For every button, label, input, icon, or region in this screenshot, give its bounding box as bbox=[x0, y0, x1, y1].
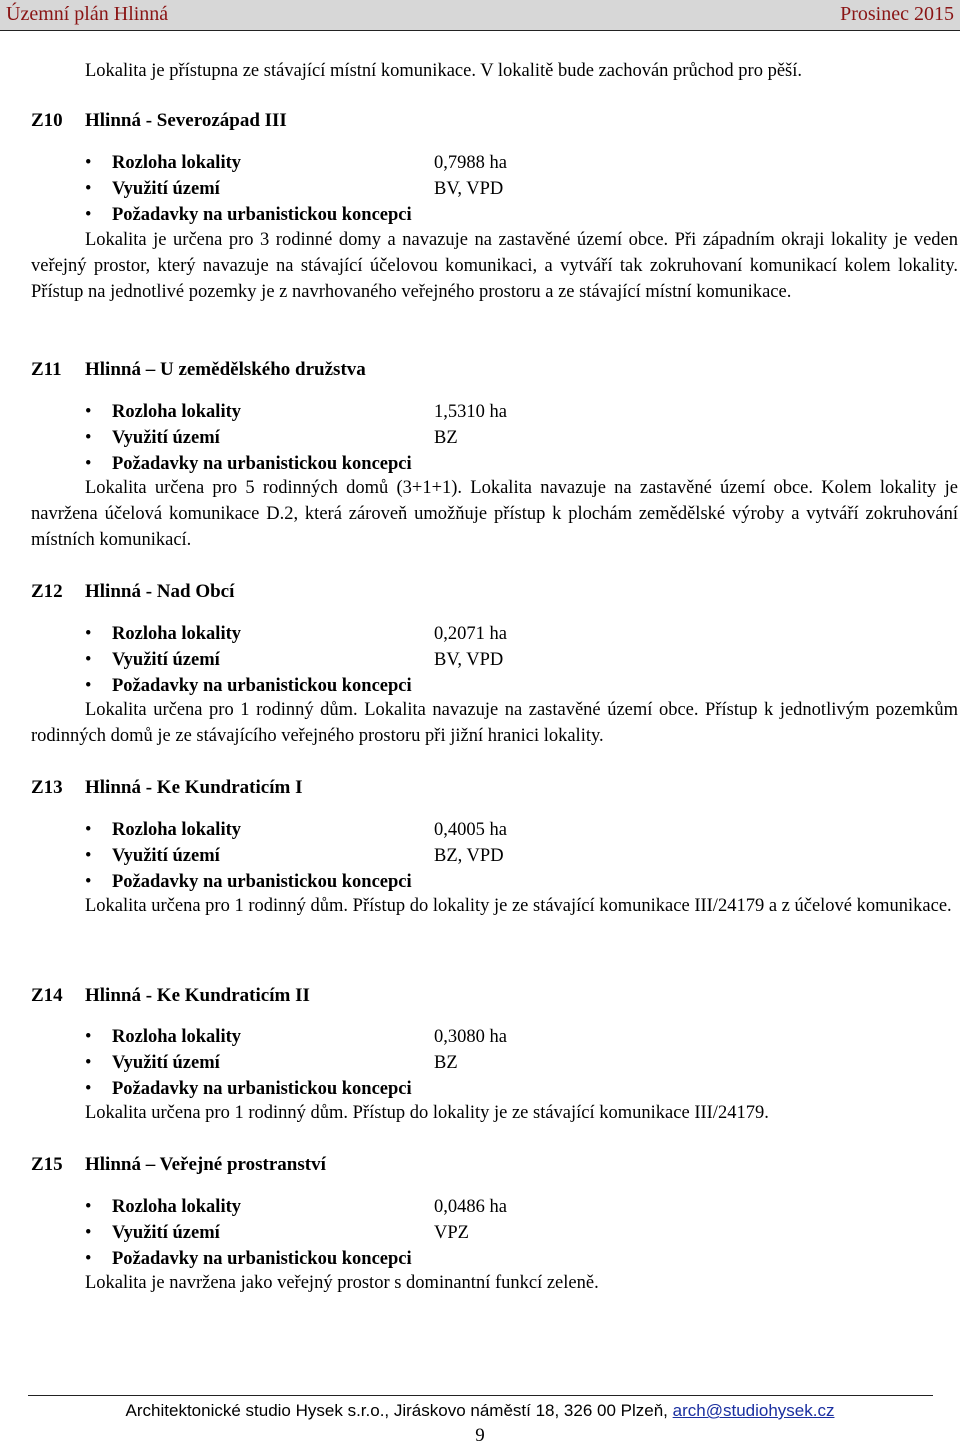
requirements-label: Požadavky na urbanistickou koncepci bbox=[112, 676, 412, 696]
requirements-label: Požadavky na urbanistickou koncepci bbox=[112, 1249, 412, 1269]
bullet: • bbox=[85, 454, 92, 474]
section-number: Z14 bbox=[31, 985, 63, 1006]
section-number: Z15 bbox=[31, 1154, 63, 1175]
section-text: Lokalita je určena pro 3 rodinné domy a navazuje na zastavěné území obce. Při západním okraji lokality je veden veřejný prostor, který navazuje na stávající účelovou komunikaci, a vytváří tak zokruhovaní komunikací kolem lokality. Přístup na jednotlivé pozemky je z navrhovaného veřejného prostoru a ze stávající místní komunikace. bbox=[31, 230, 958, 302]
use-value: BV, VPD bbox=[434, 179, 504, 199]
use-value: BZ, VPD bbox=[434, 846, 504, 866]
use-label: Využití území bbox=[112, 428, 220, 448]
page-header bbox=[0, 0, 960, 31]
area-label: Rozloha lokality bbox=[112, 820, 241, 840]
footer-divider bbox=[28, 1395, 933, 1396]
requirements-label: Požadavky na urbanistickou koncepci bbox=[112, 872, 412, 892]
bullet: • bbox=[85, 624, 92, 644]
requirements-label: Požadavky na urbanistickou koncepci bbox=[112, 205, 412, 225]
area-value: 0,7988 ha bbox=[434, 153, 507, 173]
bullet: • bbox=[85, 676, 92, 696]
requirements-label: Požadavky na urbanistickou koncepci bbox=[112, 1079, 412, 1099]
area-label: Rozloha lokality bbox=[112, 624, 241, 644]
area-label: Rozloha lokality bbox=[112, 402, 241, 422]
section-number: Z10 bbox=[31, 110, 63, 131]
section-text: Lokalita určena pro 1 rodinný dům. Přístup do lokality je ze stávající komunikace III/24179. bbox=[85, 1103, 769, 1123]
footer-address: Architektonické studio Hysek s.r.o., Jiráskovo náměstí 18, 326 00 Plzeň, bbox=[125, 1401, 673, 1420]
section-text: Lokalita určena pro 5 rodinných domů (3+1+1). Lokalita navazuje na zastavěné území obce. Kolem lokality je navržena účelová komunikace D.2, která zároveň umožňuje přístup k plochám zemědělské výroby a vytváří zokruhování místních komunikací. bbox=[31, 478, 958, 550]
bullet: • bbox=[85, 1027, 92, 1047]
area-value: 0,3080 ha bbox=[434, 1027, 507, 1047]
area-label: Rozloha lokality bbox=[112, 1027, 241, 1047]
area-label: Rozloha lokality bbox=[112, 153, 241, 173]
bullet: • bbox=[85, 1223, 92, 1243]
use-label: Využití území bbox=[112, 1053, 220, 1073]
area-value: 0,4005 ha bbox=[434, 820, 507, 840]
section-text: Lokalita určena pro 1 rodinný dům. Přístup do lokality je ze stávající komunikace III/24179 a z účelové komunikace. bbox=[85, 896, 952, 916]
use-label: Využití území bbox=[112, 1223, 220, 1243]
bullet: • bbox=[85, 428, 92, 448]
section-title: Hlinná – U zemědělského družstva bbox=[85, 359, 366, 380]
area-value: 1,5310 ha bbox=[434, 402, 507, 422]
section-text: Lokalita je navržena jako veřejný prostor s dominantní funkcí zeleně. bbox=[85, 1273, 599, 1293]
section-title: Hlinná - Nad Obcí bbox=[85, 581, 235, 602]
page-number: 9 bbox=[475, 1425, 485, 1446]
bullet: • bbox=[85, 153, 92, 173]
use-label: Využití území bbox=[112, 650, 220, 670]
bullet: • bbox=[85, 402, 92, 422]
bullet: • bbox=[85, 179, 92, 199]
section-title: Hlinná - Ke Kundraticím II bbox=[85, 985, 310, 1006]
bullet: • bbox=[85, 846, 92, 866]
document-title: Územní plán Hlinná bbox=[6, 3, 169, 25]
bullet: • bbox=[85, 1249, 92, 1269]
area-value: 0,2071 ha bbox=[434, 624, 507, 644]
area-label: Rozloha lokality bbox=[112, 1197, 241, 1217]
use-label: Využití území bbox=[112, 179, 220, 199]
bullet: • bbox=[85, 205, 92, 225]
use-value: BZ bbox=[434, 1053, 458, 1073]
use-value: BZ bbox=[434, 428, 458, 448]
section-number: Z12 bbox=[31, 581, 63, 602]
use-value: BV, VPD bbox=[434, 650, 504, 670]
use-value: VPZ bbox=[434, 1223, 469, 1243]
bullet: • bbox=[85, 820, 92, 840]
bullet: • bbox=[85, 872, 92, 892]
bullet: • bbox=[85, 1197, 92, 1217]
section-text: Lokalita určena pro 1 rodinný dům. Lokalita navazuje na zastavěné území obce. Přístup k jednotlivým pozemkům rodinných domů je ze stávajícího veřejného prostoru při jižní hranici lokality. bbox=[31, 700, 958, 746]
requirements-label: Požadavky na urbanistickou koncepci bbox=[112, 454, 412, 474]
bullet: • bbox=[85, 1079, 92, 1099]
footer-email-link[interactable]: arch@studiohysek.cz bbox=[672, 1401, 835, 1420]
intro-paragraph: Lokalita je přístupna ze stávající místní komunikace. V lokalitě bude zachován průchod pro pěší. bbox=[85, 61, 803, 81]
section-number: Z11 bbox=[31, 359, 62, 380]
section-title: Hlinná - Ke Kundraticím I bbox=[85, 777, 303, 798]
area-value: 0,0486 ha bbox=[434, 1197, 507, 1217]
section-title: Hlinná - Severozápad III bbox=[85, 110, 287, 131]
bullet: • bbox=[85, 650, 92, 670]
bullet: • bbox=[85, 1053, 92, 1073]
use-label: Využití území bbox=[112, 846, 220, 866]
section-title: Hlinná – Veřejné prostranství bbox=[85, 1154, 326, 1175]
document-date: Prosinec 2015 bbox=[840, 3, 954, 25]
page-footer bbox=[0, 1401, 960, 1421]
section-number: Z13 bbox=[31, 777, 63, 798]
